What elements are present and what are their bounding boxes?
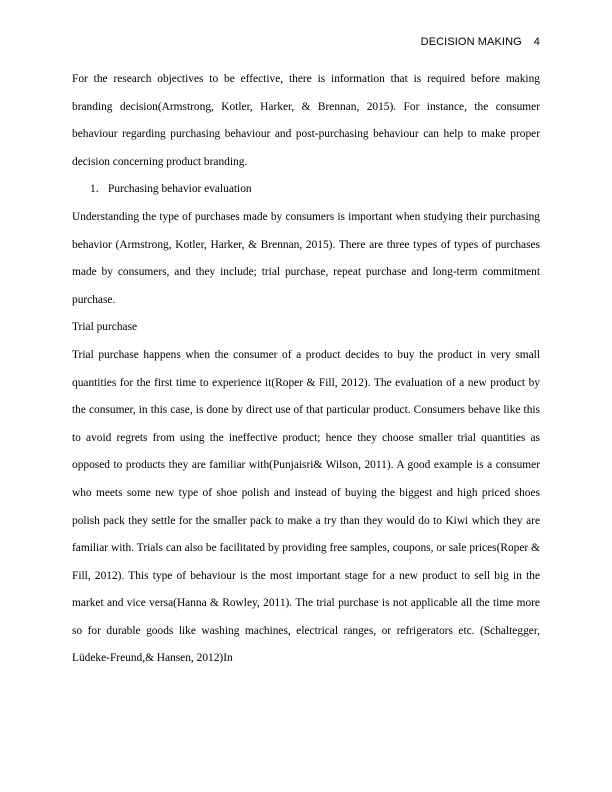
- page-number: 4: [533, 36, 540, 48]
- paragraph-trial-purchase: Trial purchase happens when the consumer of a product decides to buy the product in very small quantities for the first time to experience it(Roper & Fill, 2012). The evaluation of a new product by the consumer, in this case, is done by direct use of that particular product. Consumers behave like this to avoid regrets from using the ineffective product; hence they choose smaller trial quantities as opposed to products they are familiar with(Punjaisri& Wilson, 2011). A good example is a consumer who meets some new type of shoe polish and instead of buying the biggest and high priced shoes polish pack they settle for the smaller pack to make a try than they would do to Kiwi which they are familiar with. Trials can also be facilitated by providing free samples, coupons, or sale prices(Roper & Fill, 2012). This type of behaviour is the most important stage for a new product to sell big in the market and vice versa(Hanna & Rowley, 2011). The trial purchase is not applicable all the time more so for durable goods like washing machines, electrical ranges, or refrigerators etc. (Schaltegger, Lüdeke-Freund,& Hansen, 2012)In: [72, 348, 540, 665]
- numbered-list-item: [72, 176, 540, 204]
- header-title: DECISION MAKING: [420, 36, 522, 48]
- paragraph-purchase-types: Understanding the type of purchases made by consumers is important when studying their purchasing behavior (Armstrong, Kotler, Harker, & Brennan, 2015). There are three types of types of purchases made by consumers, and they include; trial purchase, repeat purchase and long-term commitment purchase.: [72, 210, 540, 306]
- paragraph-intro: For the research objectives to be effective, there is information that is required before making branding decision(Armstrong, Kotler, Harker, & Brennan, 2015). For instance, the consumer behaviour regarding purchasing behaviour and post-purchasing behaviour can help to make proper decision concerning product branding.: [72, 73, 540, 168]
- document-body: [72, 66, 540, 673]
- subheading-trial-purchase: Trial purchase: [72, 321, 138, 334]
- running-header: [421, 36, 540, 48]
- list-number: 1.: [90, 183, 99, 196]
- list-item-text: Purchasing behavior evaluation: [108, 183, 252, 196]
